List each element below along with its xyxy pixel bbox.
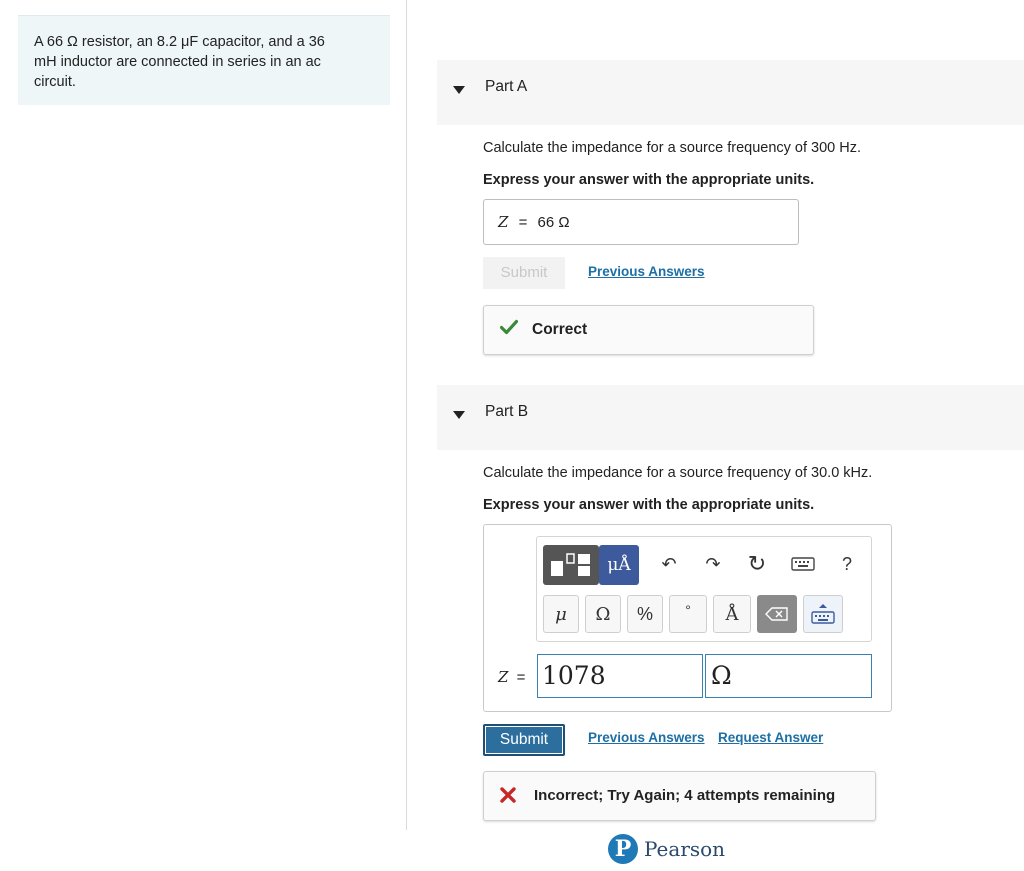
answer-equals: = <box>516 669 526 686</box>
part-a-submit-button[interactable]: Submit <box>483 257 565 289</box>
part-a-header[interactable] <box>437 60 1024 125</box>
part-b-answer-label <box>498 668 525 686</box>
part-b-previous-answers-link[interactable]: Previous Answers <box>588 730 705 745</box>
answer-equals: = <box>518 214 528 231</box>
reset-icon[interactable]: ↻ <box>747 551 767 576</box>
problem-line-1: A 66 Ω resistor, an 8.2 μF capacitor, and a 36 <box>34 34 325 50</box>
math-toolbar <box>536 536 872 642</box>
mu-button[interactable]: μ <box>543 595 579 633</box>
delete-icon[interactable] <box>757 595 797 633</box>
answer-variable-label: Z <box>498 213 509 231</box>
help-button[interactable]: ? <box>841 553 852 574</box>
keyboard-toggle-icon[interactable] <box>803 595 843 633</box>
part-b-title: Part B <box>485 403 529 420</box>
part-a-feedback-text: Correct <box>532 321 588 338</box>
part-a-answer-field[interactable] <box>483 199 799 245</box>
keyboard-icon[interactable] <box>785 545 821 583</box>
redo-icon[interactable]: ↷ <box>705 553 721 574</box>
percent-button[interactable]: % <box>627 595 663 633</box>
angstrom-button[interactable]: Å <box>713 595 751 633</box>
collapse-triangle-icon[interactable] <box>453 86 465 94</box>
pearson-brand-text: Pearson <box>644 837 726 861</box>
answer-variable-label: Z <box>498 668 509 686</box>
part-a-question: Calculate the impedance for a source frequency of 300 Hz. <box>483 140 862 156</box>
column-divider <box>406 0 407 830</box>
part-a-feedback <box>483 305 814 355</box>
math-answer-editor <box>483 524 892 712</box>
part-a-answer-value: 66 Ω <box>537 214 570 231</box>
part-a-previous-answers-link[interactable]: Previous Answers <box>588 264 705 279</box>
part-a-title: Part A <box>485 78 528 95</box>
units-button[interactable]: μÅ <box>599 545 639 585</box>
degree-button[interactable]: ° <box>669 595 707 633</box>
omega-button[interactable]: Ω <box>585 595 621 633</box>
collapse-triangle-icon[interactable] <box>453 411 465 419</box>
x-icon <box>500 787 516 808</box>
checkmark-icon <box>500 319 518 340</box>
problem-line-2: mH inductor are connected in series in an ac <box>34 54 321 70</box>
request-answer-link[interactable]: Request Answer <box>718 730 824 745</box>
problem-statement <box>18 15 390 105</box>
part-a-instruction: Express your answer with the appropriate units. <box>483 172 815 188</box>
part-b-submit-button[interactable]: Submit <box>483 724 565 756</box>
part-b-value-input[interactable]: 1078 <box>537 654 703 698</box>
part-b-unit-input[interactable]: Ω <box>705 654 872 698</box>
pearson-p-icon: P <box>608 834 638 864</box>
part-b-feedback-text: Incorrect; Try Again; 4 attempts remaining <box>534 787 836 804</box>
part-b-header[interactable] <box>437 385 1024 450</box>
part-b-instruction: Express your answer with the appropriate units. <box>483 497 815 513</box>
part-b-feedback <box>483 771 876 821</box>
problem-line-3: circuit. <box>34 74 76 90</box>
pearson-logo <box>608 833 725 865</box>
templates-icon[interactable] <box>543 545 599 585</box>
undo-icon[interactable]: ↶ <box>661 553 677 574</box>
part-b-question: Calculate the impedance for a source frequency of 30.0 kHz. <box>483 465 873 481</box>
